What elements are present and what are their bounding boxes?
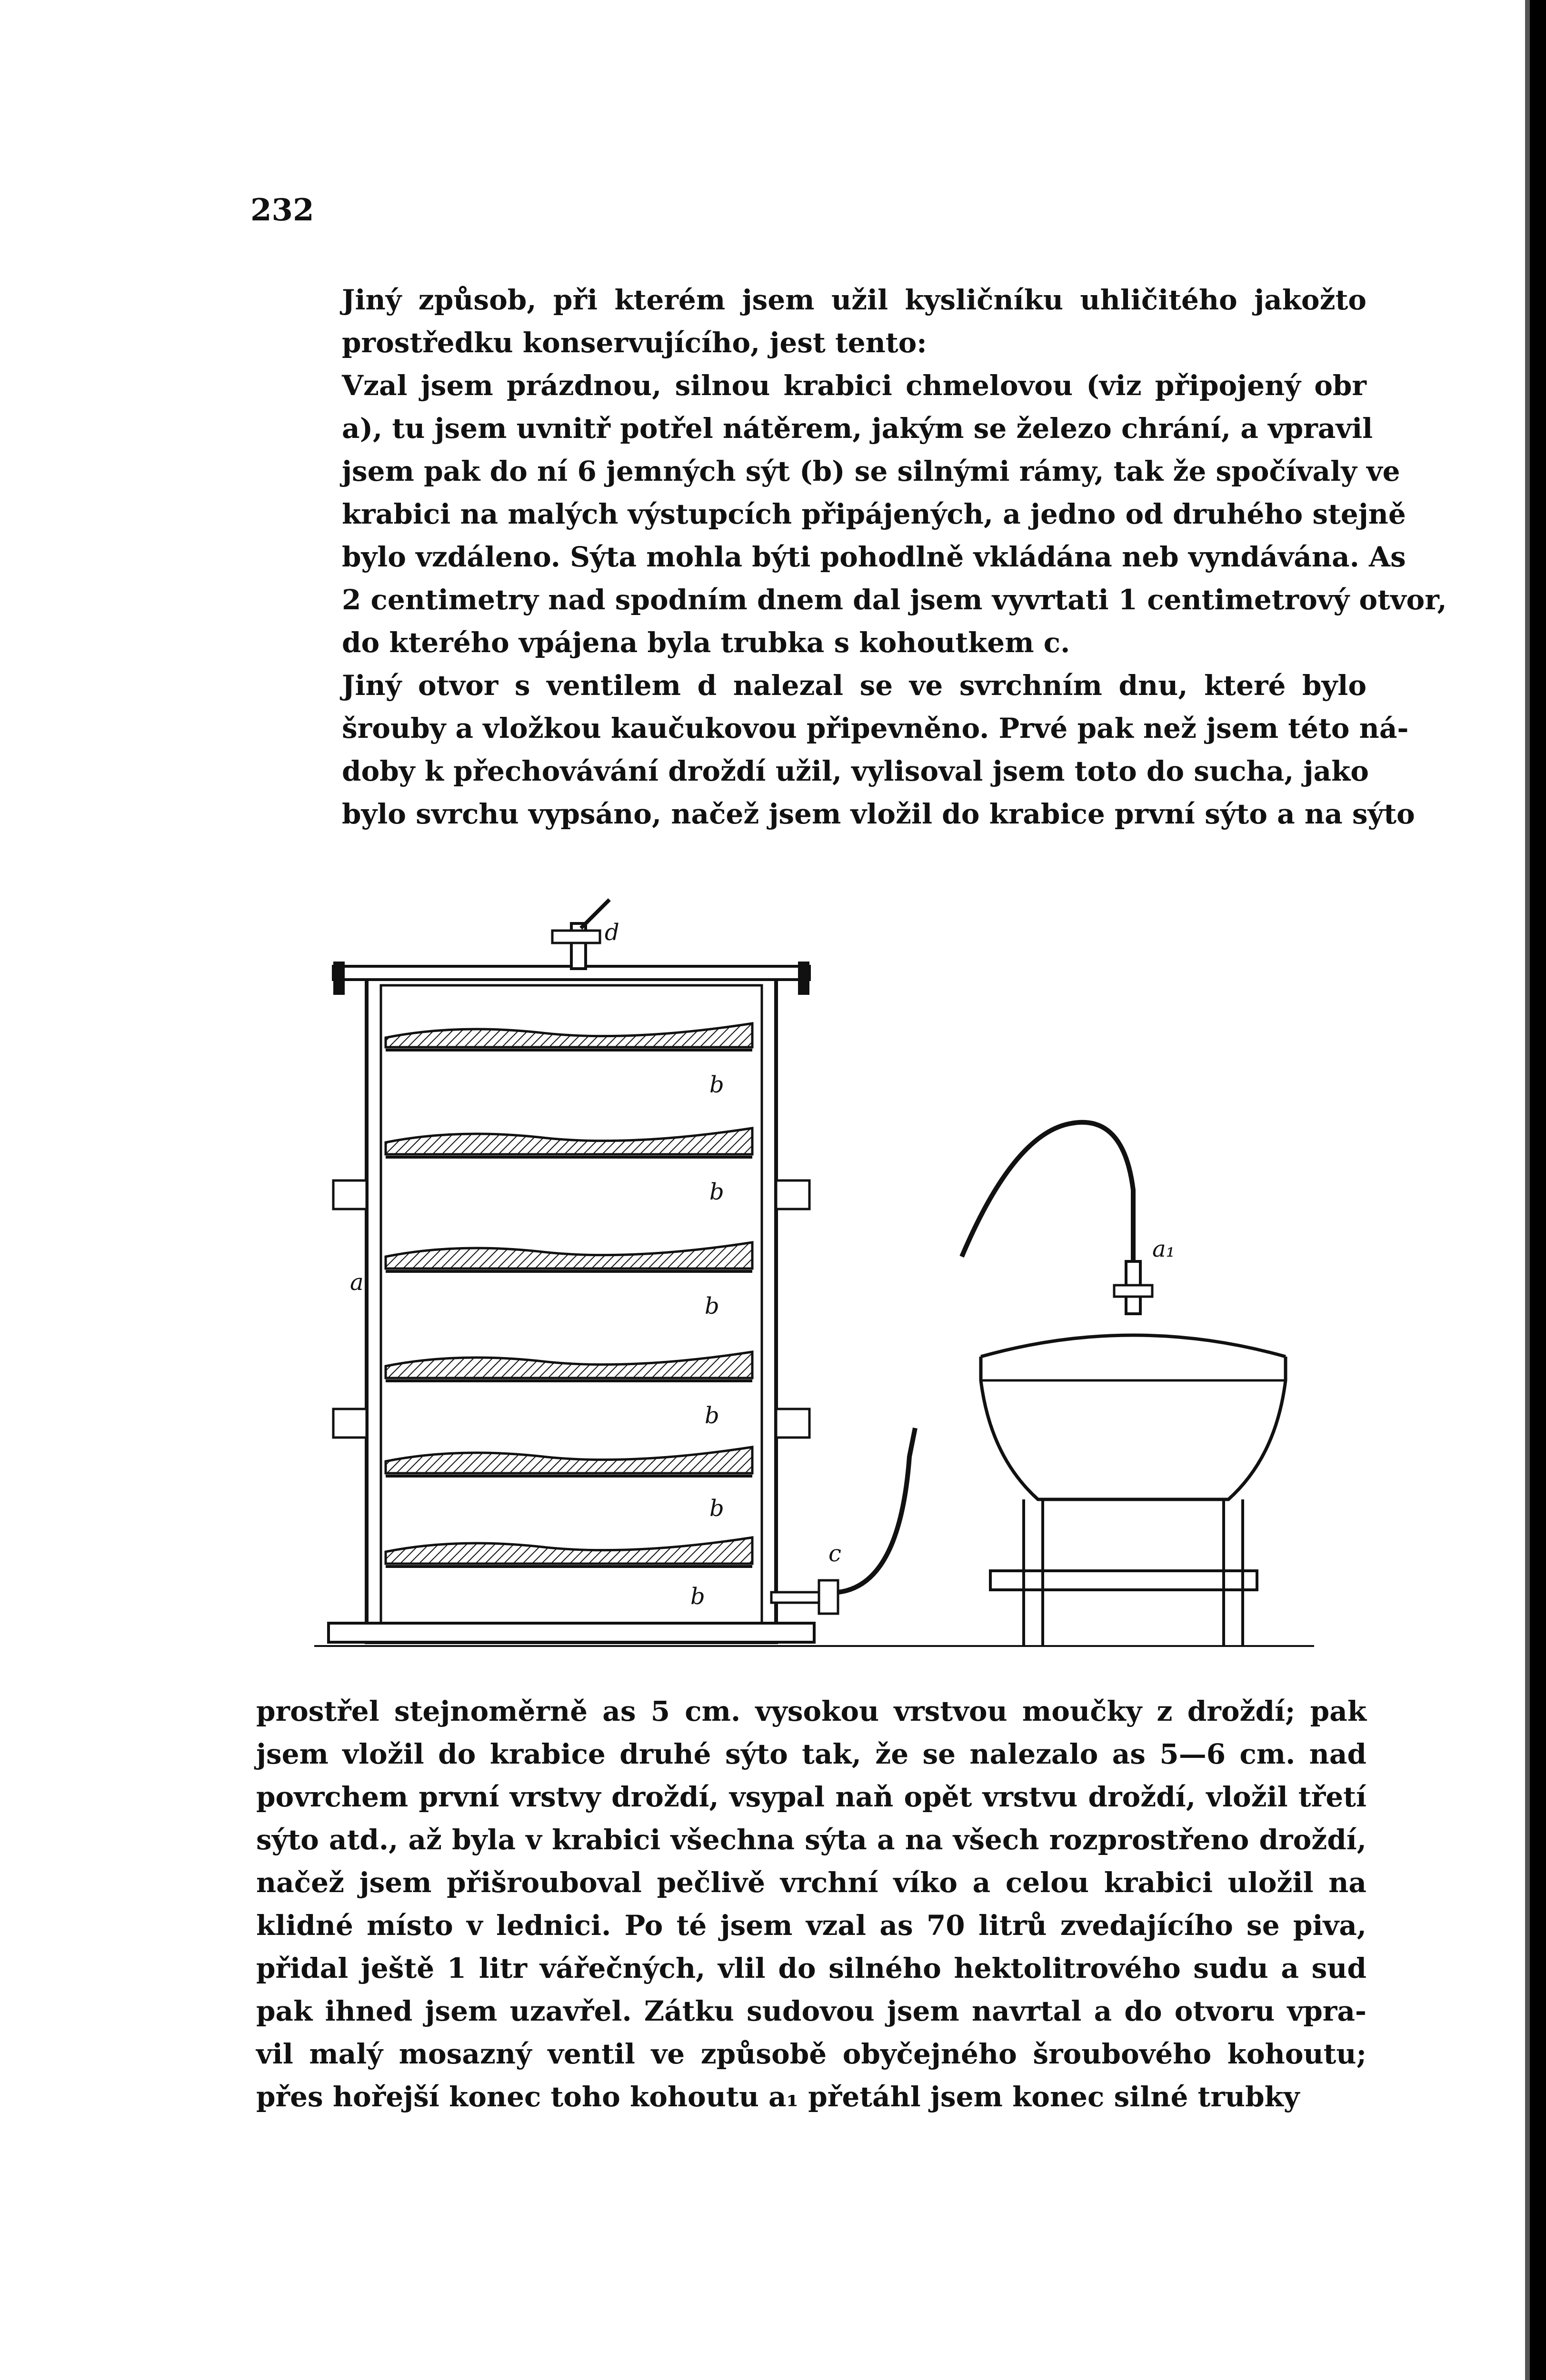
label-sieve-b: b bbox=[690, 1583, 705, 1610]
text-line: bylo vzdáleno. Sýta mohla býti pohodlně vkládána neb vyndávána. As bbox=[342, 541, 1406, 573]
label-sieve-b: b bbox=[705, 1293, 719, 1319]
sieve bbox=[386, 1537, 752, 1567]
label-barrel-tap-a1: a₁ bbox=[1152, 1236, 1175, 1262]
label-sieve-b: b bbox=[709, 1495, 724, 1522]
figure-yeast-box-and-barrel bbox=[314, 895, 1324, 1656]
text-line: prostřel stejnoměrně as 5 cm. vysokou vrstvou moučky z droždí; pak bbox=[256, 1695, 1366, 1727]
text-line: přes hořejší konec toho kohoutu a₁ přetáhl jsem konec silné trubky bbox=[256, 2081, 1300, 2113]
text-line: načež jsem přišrouboval pečlivě vrchní víko a celou krabici uložil na bbox=[256, 1866, 1366, 1899]
paragraph bbox=[256, 278, 1366, 364]
text-line: Jiný způsob, při kterém jsem užil kysličníku uhličitého jakožto bbox=[342, 284, 1366, 316]
label-valve-d: d bbox=[605, 919, 619, 946]
text-line: klidné místo v lednici. Po té jsem vzal as 70 litrů zvedajícího se piva, bbox=[256, 1909, 1366, 1942]
label-box-a: a bbox=[350, 1269, 364, 1296]
barrel bbox=[981, 1335, 1286, 1646]
label-sieve-b: b bbox=[705, 1402, 719, 1429]
sieve bbox=[386, 1242, 752, 1271]
sieve bbox=[386, 1128, 752, 1157]
text-line: doby k přechovávání droždí užil, vylisoval jsem toto do sucha, jako bbox=[342, 755, 1369, 787]
paragraph bbox=[256, 664, 1415, 835]
scan-edge bbox=[1530, 0, 1546, 2380]
figure-drawing bbox=[314, 895, 1324, 1656]
text-line: Jiný otvor s ventilem d nalezal se ve svrchním dnu, které bylo bbox=[342, 669, 1366, 702]
text-block-top bbox=[256, 278, 1447, 835]
barrel-tap-a1 bbox=[962, 1122, 1152, 1314]
sieve bbox=[386, 1023, 752, 1050]
scan-edge-shadow bbox=[1525, 0, 1530, 2380]
label-tap-c: c bbox=[828, 1540, 841, 1567]
text-line: šrouby a vložkou kaučukovou připevněno. Prvé pak než jsem této ná- bbox=[342, 712, 1409, 744]
tap-c bbox=[771, 1428, 915, 1614]
text-line: povrchem první vrstvy droždí, vsypal naň opět vrstvu droždí, vložil třetí bbox=[256, 1781, 1366, 1813]
label-sieve-b: b bbox=[709, 1179, 724, 1205]
paragraph bbox=[256, 1690, 1366, 2118]
text-block-bottom bbox=[256, 1690, 1366, 2118]
text-line: jsem vložil do krabice druhé sýto tak, že se nalezalo as 5—6 cm. nad bbox=[256, 1738, 1366, 1770]
text-line: prostředku konservujícího, jest tento: bbox=[342, 327, 927, 359]
text-line: vil malý mosazný ventil ve způsobě obyčejného šroubového kohoutu; bbox=[256, 2038, 1366, 2070]
text-line: bylo svrchu vypsáno, načež jsem vložil do krabice první sýto a na sýto bbox=[342, 798, 1415, 830]
page-number: 232 bbox=[250, 192, 314, 228]
label-sieve-b: b bbox=[709, 1071, 724, 1098]
text-line: krabici na malých výstupcích připájených, a jedno od druhého stejně bbox=[342, 498, 1406, 530]
text-line: Vzal jsem prázdnou, silnou krabici chmelovou (viz připojený obr bbox=[342, 369, 1366, 402]
sieve bbox=[386, 1447, 752, 1476]
sieve bbox=[386, 1352, 752, 1381]
text-line: 2 centimetry nad spodním dnem dal jsem vyvrtati 1 centimetrový otvor, bbox=[342, 584, 1447, 616]
text-line: přidal ještě 1 litr vářečných, vlil do silného hektolitrového sudu a sud bbox=[256, 1952, 1366, 1984]
paragraph bbox=[256, 364, 1447, 664]
text-line: a), tu jsem uvnitř potřel nátěrem, jakým se železo chrání, a vpravil bbox=[342, 412, 1373, 445]
text-line: sýto atd., až byla v krabici všechna sýta a na všech rozprostřeno droždí, bbox=[256, 1824, 1366, 1856]
valve-d bbox=[552, 900, 609, 969]
text-line: jsem pak do ní 6 jemných sýt (b) se silnými rámy, tak že spočívaly ve bbox=[342, 455, 1400, 487]
text-line: do kterého vpájena byla trubka s kohoutkem c. bbox=[342, 626, 1070, 659]
text-line: pak ihned jsem uzavřel. Zátku sudovou jsem navrtal a do otvoru vpra- bbox=[256, 1995, 1366, 2027]
